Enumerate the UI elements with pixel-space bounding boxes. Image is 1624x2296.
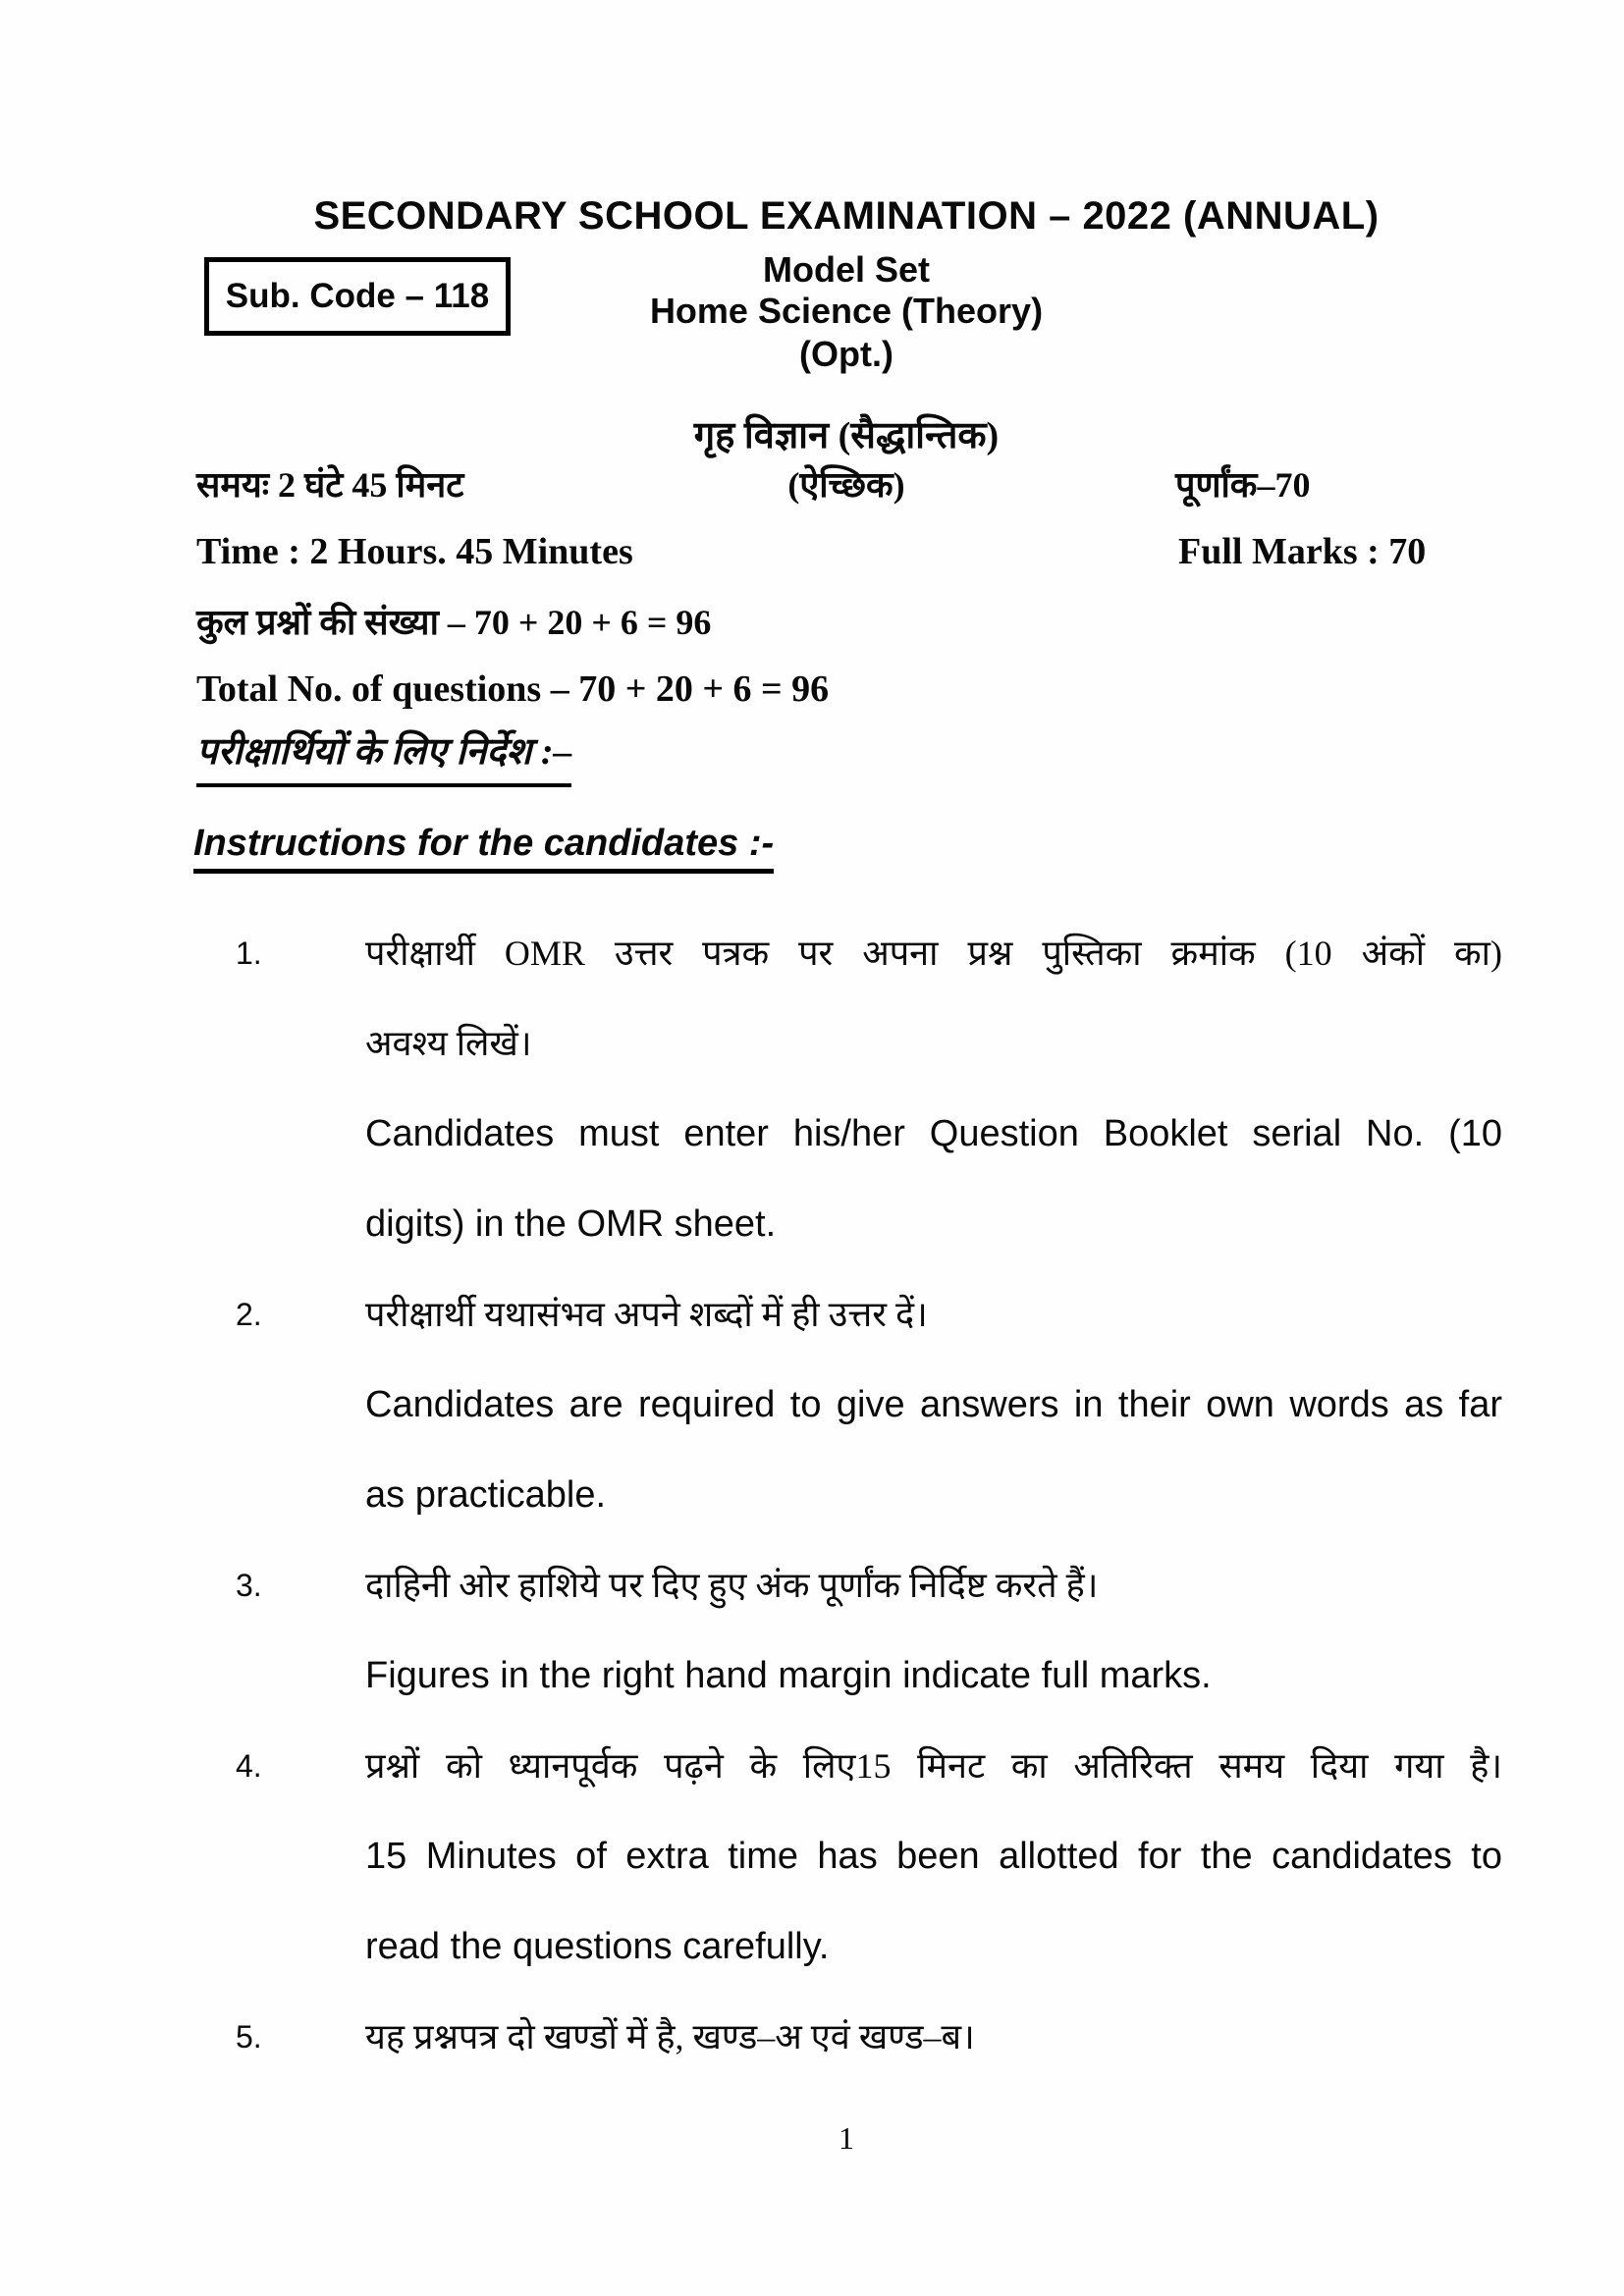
instruction-lines <box>365 1721 1502 1992</box>
instruction-line: परीक्षार्थी यथासंभव अपने शब्दों में ही उत्तर दें। <box>365 1295 928 1334</box>
instruction-line: अवश्य लिखें। <box>365 1024 532 1063</box>
optional-hindi: (ऐच्छिक) <box>787 465 905 505</box>
instruction-line: read the questions carefully. <box>365 1926 830 1967</box>
subject-code-label: Sub. Code – 118 <box>225 277 490 315</box>
instruction-line: यह प्रश्नपत्र दो खण्डों में है, खण्ड–अ एवं खण्ड–ब। <box>365 2017 975 2056</box>
instruction-item <box>236 1721 1502 1992</box>
full-marks-english: Full Marks : 70 <box>1178 531 1427 572</box>
instruction-lines <box>365 908 1502 1269</box>
full-marks-hindi: पूर्णांक–70 <box>1175 465 1311 505</box>
total-questions-hindi: कुल प्रश्नों की संख्या – 70 + 20 + 6 = 96 <box>196 603 712 642</box>
time-allowed-hindi: समयः 2 घंटे 45 मिनट <box>196 465 464 505</box>
instruction-number: 2. <box>236 1297 262 1332</box>
instruction-line: परीक्षार्थी OMR उत्तर पत्रक पर अपना प्रश्न पुस्तिका क्रमांक (10 अंकों का) <box>365 934 1502 973</box>
page-number: 1 <box>839 2120 854 2156</box>
instruction-item <box>236 1540 1502 1721</box>
instruction-line: दाहिनी ओर हाशिये पर दिए हुए अंक पूर्णांक निर्दिष्ट करते हैं। <box>365 1566 1099 1605</box>
time-allowed-english: Time : 2 Hours. 45 Minutes <box>196 531 633 572</box>
instruction-line: as practicable. <box>365 1474 607 1516</box>
optional-label: (Opt.) <box>799 334 893 374</box>
instruction-item <box>236 1269 1502 1540</box>
exam-title: SECONDARY SCHOOL EXAMINATION – 2022 (ANNUAL) <box>313 194 1380 238</box>
instruction-lines <box>365 1269 1502 1540</box>
instruction-number: 3. <box>236 1568 262 1603</box>
time-marks-row-hindi <box>0 459 1624 518</box>
instruction-number: 1. <box>236 935 262 971</box>
instruction-line: Figures in the right hand margin indicate full marks. <box>365 1655 1212 1696</box>
instruction-number: 5. <box>236 2019 262 2055</box>
instruction-line: Candidates are required to give answers in their own words as far <box>365 1384 1502 1425</box>
total-questions-english: Total No. of questions – 70 + 20 + 6 = 96 <box>196 668 830 710</box>
instructions-heading-hindi: परीक्षार्थियों के लिए निर्देश :– <box>196 724 571 787</box>
instruction-line: प्रश्नों को ध्यानपूर्वक पढ़ने के लिए15 मिनट का अतिरिक्त समय दिया गया है। <box>365 1746 1502 1786</box>
subject-code-box <box>204 257 511 336</box>
instructions-list <box>236 908 1502 2082</box>
time-marks-row-english <box>0 530 1624 589</box>
subject-name-hindi: गृह विज्ञान (सैद्धान्तिक) <box>693 415 1000 456</box>
instructions-heading-english: Instructions for the candidates :- <box>193 823 774 874</box>
instruction-line: Candidates must enter his/her Question Booklet serial No. (10 <box>365 1113 1502 1154</box>
instruction-lines <box>365 1992 1502 2082</box>
instruction-number: 4. <box>236 1748 262 1784</box>
subject-name-english: Home Science (Theory) <box>649 291 1044 331</box>
instruction-line: 15 Minutes of extra time has been allotted for the candidates to <box>365 1836 1502 1877</box>
instruction-lines <box>365 1540 1502 1721</box>
instruction-line: digits) in the OMR sheet. <box>365 1203 777 1245</box>
instruction-item <box>236 908 1502 1269</box>
instruction-item <box>236 1992 1502 2082</box>
model-set-label: Model Set <box>762 249 930 290</box>
